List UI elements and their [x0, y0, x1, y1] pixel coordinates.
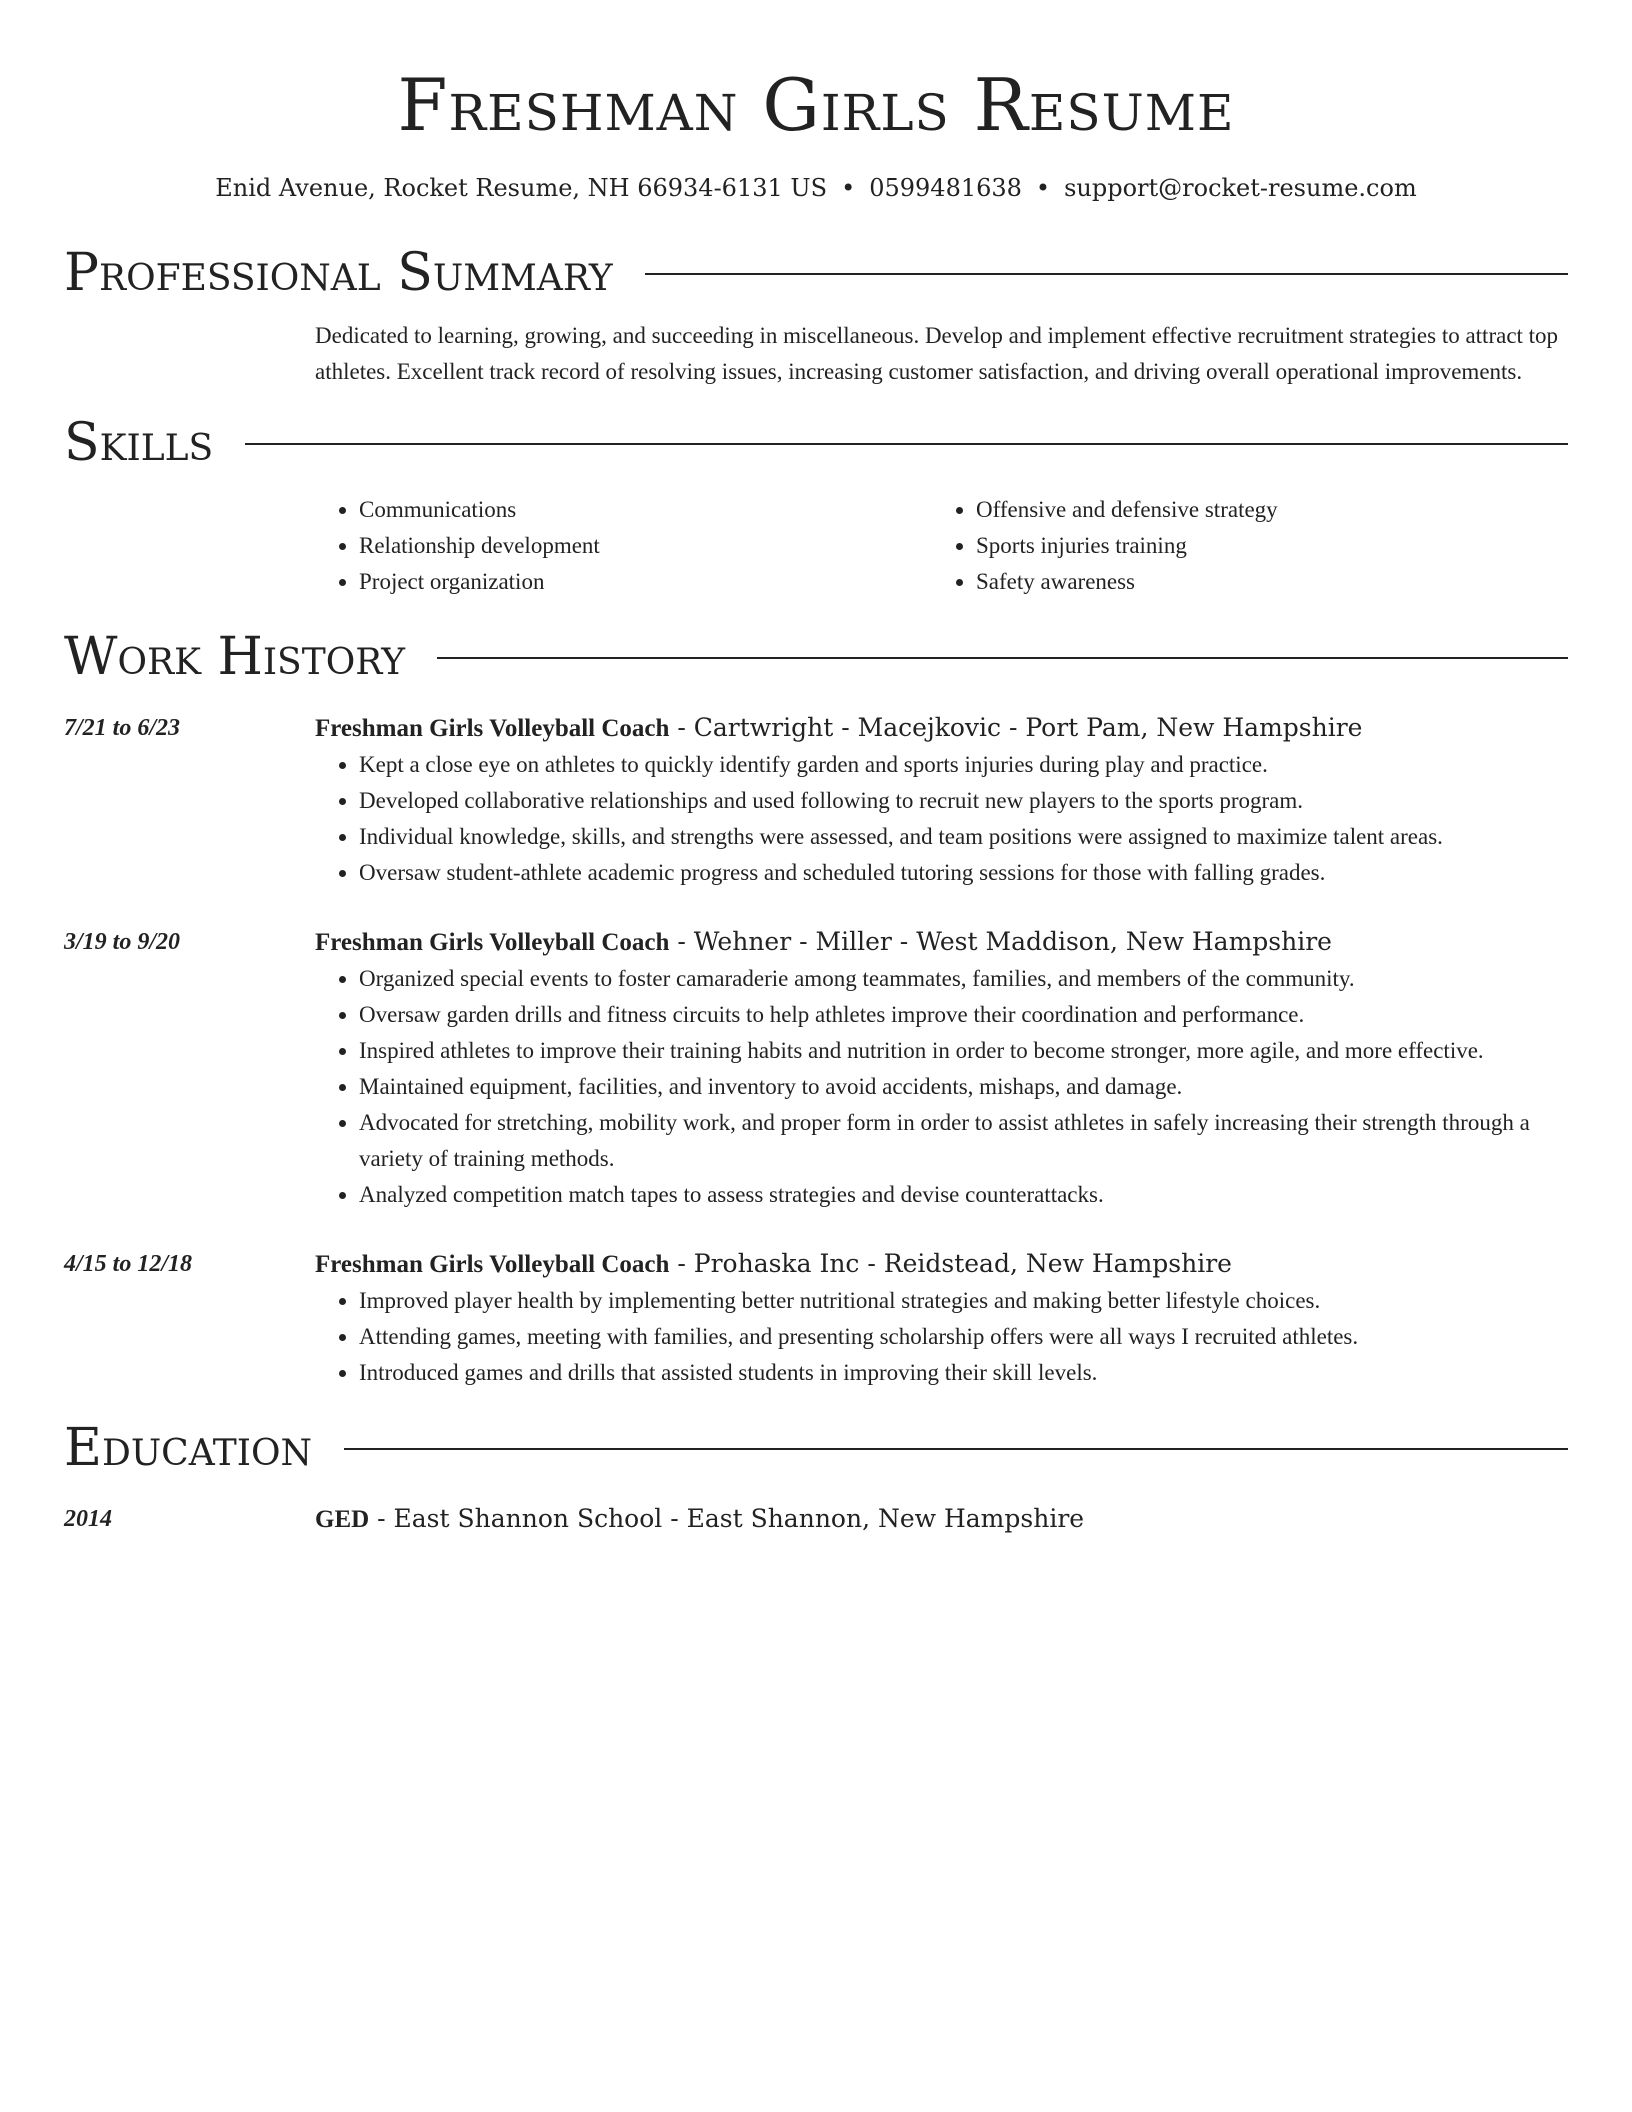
job-entry: [64, 924, 1568, 1213]
section-divider: [437, 657, 1568, 659]
job-body: [315, 1246, 1568, 1391]
job-body: [315, 924, 1568, 1213]
skill-item: • Safety awareness: [976, 564, 1549, 600]
job-dates: 3/19 to 9/20: [64, 929, 181, 955]
skills-heading-row: [64, 410, 1568, 476]
job-bullet: • Introduced games and drills that assisted students in improving their skill levels.: [359, 1355, 1568, 1391]
education-year: 2014: [64, 1506, 112, 1532]
education-section: [64, 1415, 1568, 1538]
skills-column-left: [315, 492, 932, 600]
job-header: [315, 710, 1568, 747]
skill-item: • Offensive and defensive strategy: [976, 492, 1549, 528]
job-bullets: [315, 961, 1568, 1213]
skills-list: [315, 492, 1568, 600]
skills-column-right: [932, 492, 1549, 600]
job-bullet: • Improved player health by implementing better nutritional strategies and making better lifestyle choices.: [359, 1283, 1568, 1319]
job-dates: 7/21 to 6/23: [64, 715, 181, 741]
summary-heading: Professional Summary: [64, 243, 613, 303]
resume-page: [64, 0, 1568, 1538]
job-bullets: [315, 747, 1568, 891]
summary-text: Dedicated to learning, growing, and succeeding in miscellaneous. Develop and implement effective recruitment strategies to attract top athletes. Excellent track record of resolving issues, increasing customer satisfaction, and driving overall operational improvements.: [315, 323, 1559, 384]
contact-separator: •: [1035, 174, 1051, 202]
contact-separator: •: [841, 174, 856, 202]
job-employer: - Cartwright - Macejkovic - Port Pam, New Hampshire: [669, 713, 1363, 742]
job-bullet: • Maintained equipment, facilities, and inventory to avoid accidents, mishaps, and damage.: [359, 1069, 1568, 1105]
work-section: [64, 624, 1568, 1391]
section-divider: [245, 443, 1568, 445]
job-title: Freshman Girls Volleyball Coach: [315, 1251, 670, 1278]
education-details: [315, 1501, 1568, 1538]
summary-heading-row: [64, 240, 1568, 306]
contact-address: Enid Avenue, Rocket Resume, NH 66934-6131 US: [215, 174, 828, 202]
job-bullet: • Developed collaborative relationships and used following to recruit new players to the sports program.: [359, 783, 1568, 819]
education-school: - East Shannon School - East Shannon, New Hampshire: [369, 1504, 1085, 1533]
education-entry: [64, 1501, 1568, 1538]
job-employer: - Wehner - Miller - West Maddison, New Hampshire: [669, 927, 1332, 956]
job-dates: 4/15 to 12/18: [64, 1251, 193, 1277]
job-body: [315, 710, 1568, 891]
work-heading: Work History: [64, 627, 406, 687]
job-bullet: • Kept a close eye on athletes to quickly identify garden and sports injuries during play and practice.: [359, 747, 1568, 783]
job-header: [315, 1246, 1568, 1283]
section-divider: [645, 273, 1568, 275]
skills-heading: Skills: [64, 413, 214, 473]
job-title: Freshman Girls Volleyball Coach: [315, 715, 670, 742]
skill-item: • Sports injuries training: [976, 528, 1549, 564]
summary-section: [64, 240, 1568, 390]
contact-line: [64, 172, 1568, 204]
section-divider: [344, 1448, 1568, 1450]
contact-email: support@rocket-resume.com: [1064, 174, 1417, 202]
job-employer: - Prohaska Inc - Reidstead, New Hampshire: [669, 1249, 1232, 1278]
job-bullet: • Advocated for stretching, mobility work, and proper form in order to assist athletes in safely increasing their strength through a variety of training methods.: [359, 1105, 1568, 1177]
job-bullet: • Oversaw student-athlete academic progress and scheduled tutoring sessions for those with falling grades.: [359, 855, 1568, 891]
education-heading-row: [64, 1415, 1568, 1481]
job-bullet: • Attending games, meeting with families, and presenting scholarship offers were all ways I recruited athletes.: [359, 1319, 1568, 1355]
job-bullet: • Organized special events to foster camaraderie among teammates, families, and members of the community.: [359, 961, 1568, 997]
job-bullet: • Analyzed competition match tapes to assess strategies and devise counterattacks.: [359, 1177, 1568, 1213]
education-heading: Education: [64, 1418, 312, 1478]
job-entry: [64, 1246, 1568, 1391]
job-bullet: • Oversaw garden drills and fitness circuits to help athletes improve their coordination and performance.: [359, 997, 1568, 1033]
contact-phone: 0599481638: [869, 174, 1022, 202]
job-title: Freshman Girls Volleyball Coach: [315, 929, 670, 956]
resume-name: Freshman Girls Resume: [397, 63, 1235, 147]
job-bullets: [315, 1283, 1568, 1391]
job-header: [315, 924, 1568, 961]
skills-section: [64, 410, 1568, 600]
job-bullet: • Individual knowledge, skills, and strengths were assessed, and team positions were assigned to maximize talent areas.: [359, 819, 1568, 855]
skill-item: • Relationship development: [359, 528, 932, 564]
job-bullet: • Inspired athletes to improve their training habits and nutrition in order to become stronger, more agile, and more effective.: [359, 1033, 1568, 1069]
skill-item: • Project organization: [359, 564, 932, 600]
skill-item: • Communications: [359, 492, 932, 528]
work-heading-row: [64, 624, 1568, 690]
job-entry: [64, 710, 1568, 891]
education-degree: GED: [315, 1506, 370, 1533]
